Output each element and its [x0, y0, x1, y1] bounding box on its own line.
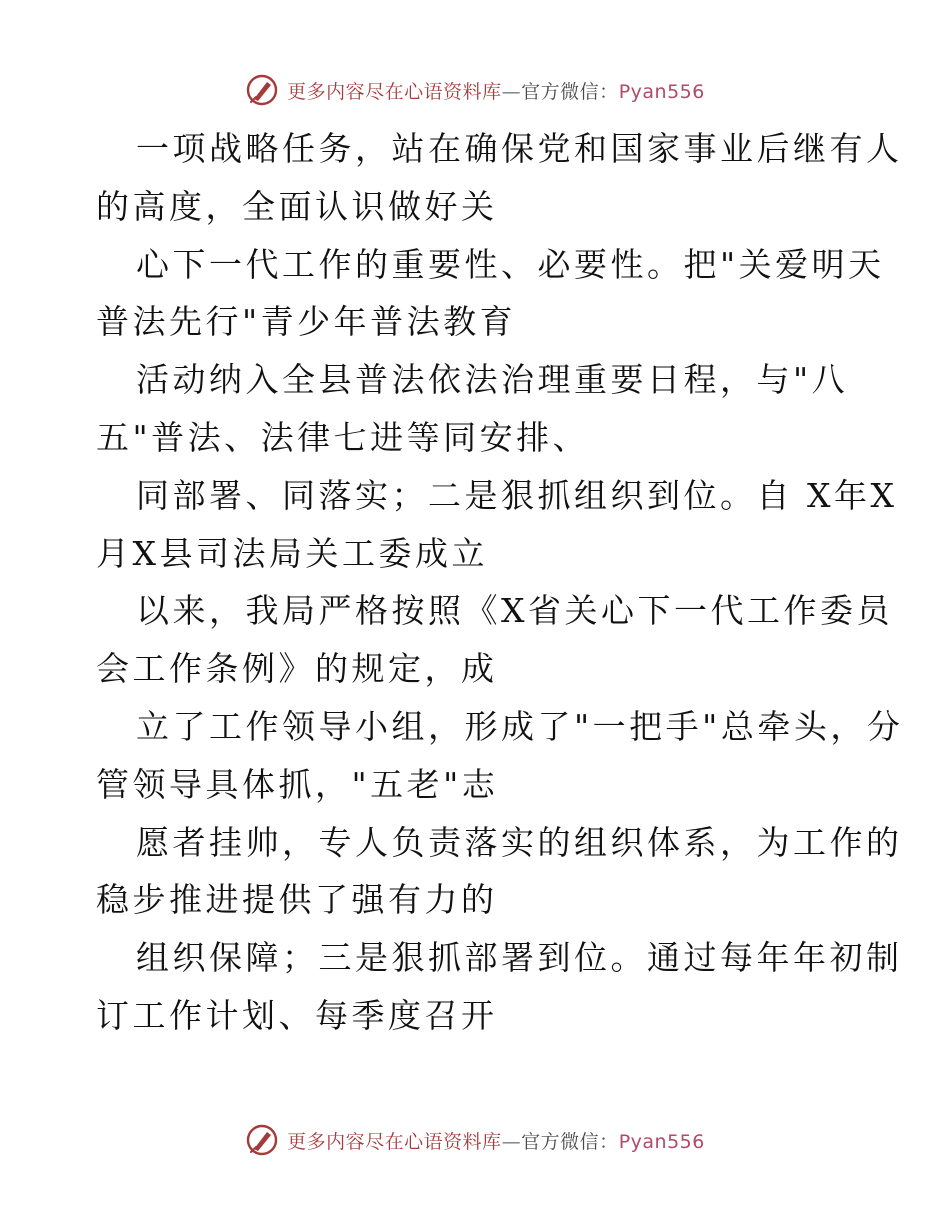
watermark-wechat-id: Pyan556 — [618, 1130, 705, 1153]
text-line: 会工作条例》的规定，成 — [96, 649, 498, 689]
text-line: 心下一代工作的重要性、必要性。把"关爱明天 — [136, 244, 885, 284]
watermark-text — [287, 77, 705, 104]
text-line: 组织保障；三是狠抓部署到位。通过每年年初制 — [136, 938, 903, 978]
text-line: 月X县司法局关工委成立 — [96, 533, 488, 573]
watermark-separator: — — [501, 1130, 522, 1153]
watermark-text — [287, 1127, 705, 1154]
watermark-site: 更多内容尽在心语资料库 — [287, 1130, 502, 1153]
watermark-label: 官方微信： — [521, 80, 619, 103]
watermark-site: 更多内容尽在心语资料库 — [287, 80, 502, 103]
text-line: 订工作计划、每季度召开 — [96, 995, 498, 1035]
quill-pen-logo-icon — [245, 73, 279, 107]
text-line: 的高度，全面认识做好关 — [96, 186, 498, 226]
document-body — [96, 120, 904, 1045]
text-line: 一项战略任务，站在确保党和国家事业后继有人 — [136, 129, 903, 168]
watermark-label: 官方微信： — [521, 1130, 619, 1153]
watermark-wechat-id: Pyan556 — [618, 80, 705, 103]
text-line: 普法先行"青少年普法教育 — [96, 302, 517, 342]
text-line: 活动纳入全县普法依法治理重要日程，与"八 — [136, 360, 849, 400]
text-line: 稳步推进提供了强有力的 — [96, 880, 498, 920]
footer-watermark — [0, 1120, 950, 1160]
text-line: 管领导具体抓，"五老"志 — [96, 764, 499, 804]
header-watermark — [0, 70, 950, 110]
text-line: 愿者挂帅，专人负责落实的组织体系，为工作的 — [136, 822, 903, 862]
watermark-separator: — — [501, 80, 522, 103]
text-line: 五"普法、法律七进等同安排、 — [96, 417, 590, 457]
quill-pen-logo-icon — [245, 1123, 279, 1157]
text-line: 同部署、同落实；二是狠抓组织到位。自 X年X — [136, 475, 898, 515]
text-line: 立了工作领导小组，形成了"一把手"总牵头，分 — [136, 706, 904, 746]
text-line: 以来，我局严格按照《X省关心下一代工作委员 — [136, 591, 893, 631]
